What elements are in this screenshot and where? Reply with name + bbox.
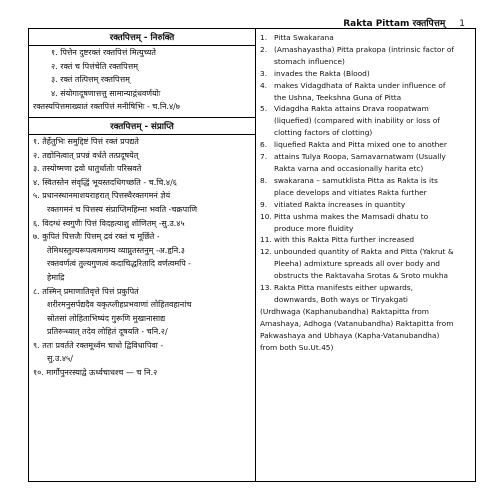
- samprapti-line: रक्तगमनं च पित्तस्य संप्राप्तिमहिम्ना भवति -चक्रपाणि: [47, 204, 198, 214]
- stage-text: Pitta Swakarana: [274, 33, 334, 42]
- samprapti-line: रक्तवर्णत्वं तुल्यगुणत्वं कदाचिद्धरितादि वर्णत्वमपि -: [47, 259, 192, 269]
- samprapti-line: १०. मार्गौपुनरस्याद्वे ऊर्ध्वचाधश्च — च नि.२: [33, 368, 158, 378]
- nirukti-title: रक्तपित्तम् - निरुक्ति: [29, 29, 255, 46]
- stage-text: Vidagdha Rakta attains Drava roopatwam: [274, 104, 429, 114]
- stage-number: 11.: [260, 235, 272, 245]
- samprapti-line: ३. तस्योष्मणा द्रवो धातुर्धातोः परिस्रवते: [33, 164, 142, 174]
- samprapti-line: ४. स्वितस्तेन संवृद्धिं भूयस्तदधिगच्छति - च.चि.४/६: [33, 177, 177, 187]
- nirukti-line: ४. संयोगादूषणात्तत्तु सामान्याद्गंधवर्णयोः: [51, 88, 161, 98]
- stage-text: (Amashayastha) Pitta prakopa (intrinsic factor of: [274, 44, 454, 54]
- stage-number: 8.: [260, 175, 268, 185]
- stage-text: swakarana – samutklista Pitta as Rakta is its: [274, 175, 438, 185]
- nirukti-line: रक्तस्यपित्तमाख्यातं रक्तपित्तं मनीषिभिः - च.नि.४/७: [33, 102, 180, 112]
- stage-continuation: the Ushna, Teekshna Guna of Pitta: [274, 92, 402, 102]
- stage-note-line: Amashaya, Adhoga (Vatanubandha) Raktapitta from: [260, 318, 454, 328]
- samprapti-line: २. तद्योनित्वात् प्रपन्नं वर्धते तत्प्रदूषयेत्: [33, 150, 139, 160]
- stage-item: [260, 32, 472, 44]
- stage-number: 7.: [260, 152, 268, 162]
- samprapti-line: स्रोतसां लोहिताभिष्यंद गुरूणि मुखानासाद्य: [47, 313, 166, 323]
- stage-item: [260, 44, 472, 56]
- stage-number: 1.: [260, 33, 268, 42]
- stage-number: 12.: [260, 247, 272, 257]
- nirukti-section: [29, 29, 255, 118]
- stage-item: [260, 282, 472, 294]
- samprapti-line: ५. प्रधानस्थानमाशयराहरात् पित्तस्थैरक्तगमनं ज्ञेयं: [33, 191, 171, 201]
- stage-number: 5.: [260, 104, 268, 114]
- samprapti-line: हेमाद्रि: [47, 272, 65, 282]
- stage-text: Pitta ushma makes the Mamsadi dhatu to: [274, 211, 429, 221]
- stage-number: 2.: [260, 44, 268, 54]
- samprapti-title: रक्तपित्तम् - संप्राप्ति: [29, 118, 255, 135]
- stage-text: invades the Rakta (Blood): [274, 68, 370, 78]
- stage-number: 4.: [260, 80, 268, 90]
- stage-number: 9.: [260, 199, 268, 209]
- stage-item: [260, 175, 472, 187]
- page-number: 1: [459, 19, 465, 29]
- samprapti-line: शरीरमनुसर्पद्यदैव यकृत्प्लीहप्रभवाणां लोहितवहानांच: [47, 300, 192, 310]
- samprapti-line: ६. विदग्धं स्वगुणैः पित्तं विदहत्याशु शोणितम् -सु.उ.४५: [33, 218, 185, 228]
- nirukti-line: २. रक्तं च पित्तंचेति रक्तपित्तम्: [51, 61, 138, 71]
- stage-item: [260, 211, 472, 223]
- stage-text: Rakta Pitta manifests either upwards,: [274, 283, 414, 293]
- stage-continuation: (liquefied) (compared with inability or loss of: [274, 116, 440, 126]
- stage-item: [260, 246, 472, 258]
- stage-continuation: Rakta varna and occasionally harita etc): [274, 163, 424, 173]
- samprapti-line: प्रतिरुन्ध्यात् तदेव लोहितं दूषयति - चनि.२/: [47, 327, 168, 337]
- samprapti-section: [29, 118, 255, 380]
- samprapti-line: तेमिथस्तुल्यरूपत्वमागम्य व्याप्नुतस्तनुम् -अ.हृनि.३: [47, 245, 185, 255]
- stage-continuation: place develops and vitiates Rakta further: [274, 187, 427, 197]
- samprapti-line: १. तैर्हेतुभिः समुद्दिष्टं पित्तं रक्तं प्रपद्यते: [33, 136, 139, 146]
- stage-item: [260, 80, 472, 92]
- stage-number: 3.: [260, 68, 268, 78]
- stage-continuation: stomach influence): [274, 56, 345, 66]
- stage-continuation: downwards, Both ways or Tiryakgati: [274, 294, 408, 304]
- stage-text: with this Rakta Pitta further increased: [274, 235, 415, 245]
- nirukti-line: १. पित्तेन दुष्टरक्तं रक्तपित्तं मित्युच्यते: [51, 48, 156, 57]
- stage-number: 10.: [260, 211, 272, 221]
- samprapti-line: ९. ततः प्रवर्तते रक्तमूर्ध्वम चाधो द्विविधापिवा -: [33, 340, 164, 350]
- stage-continuation: clotting factors of clotting): [274, 128, 373, 138]
- sanskrit-column: [29, 29, 256, 481]
- stage-text: attains Tulya Roopa, Samavarnatwam (Usually: [274, 152, 446, 162]
- stage-text: vitiated Rakta increases in quantity: [274, 199, 406, 209]
- stage-number: 13.: [260, 283, 272, 293]
- stage-number: 6.: [260, 140, 268, 150]
- stage-text: makes Vidagdhata of Rakta under influence of: [274, 80, 446, 90]
- content-table: [28, 28, 476, 482]
- nirukti-line: ३. रक्तं तत्पित्तम् रक्तपित्तम्: [51, 75, 130, 85]
- stage-continuation: Pleeha) admixture spreads all over body and: [274, 259, 440, 269]
- header-title: Rakta Pittam रक्तपित्तम्: [343, 19, 446, 29]
- stage-item: [260, 103, 472, 115]
- stage-text: unbounded quantity of Rakta and Pitta (Yakrut &: [274, 247, 454, 257]
- samprapti-line: ७. कुपितं पित्तजैः पित्तम् द्रवं रक्तं च मूर्छिते -: [33, 232, 160, 242]
- stage-note-line: Pakwashaya and Ubhaya (Kapha-Vatanubandha): [260, 330, 440, 340]
- samprapti-line: ८. तस्मिन् प्रमाणातिवृत्ते पित्तं प्रकुपितं: [33, 286, 139, 296]
- stage-note-line: from both Su.Ut.45): [260, 342, 334, 352]
- stage-item: [260, 199, 472, 211]
- stage-text: liquefied Rakta and Pitta mixed one to another: [274, 140, 447, 150]
- stage-item: [260, 234, 472, 246]
- stage-item: [260, 151, 472, 163]
- stage-item: [260, 68, 472, 80]
- stage-item: [260, 139, 472, 151]
- english-column: [256, 29, 475, 481]
- stage-note-line: (Urdhwaga (Kaphanubandha) Raktapitta from: [260, 306, 429, 316]
- stage-continuation: obstructs the Raktavaha Srotas & Sroto mukha: [274, 271, 449, 281]
- samprapti-line: सु.उ.४५/: [47, 354, 73, 364]
- stage-continuation: produce more fluidity: [274, 223, 354, 233]
